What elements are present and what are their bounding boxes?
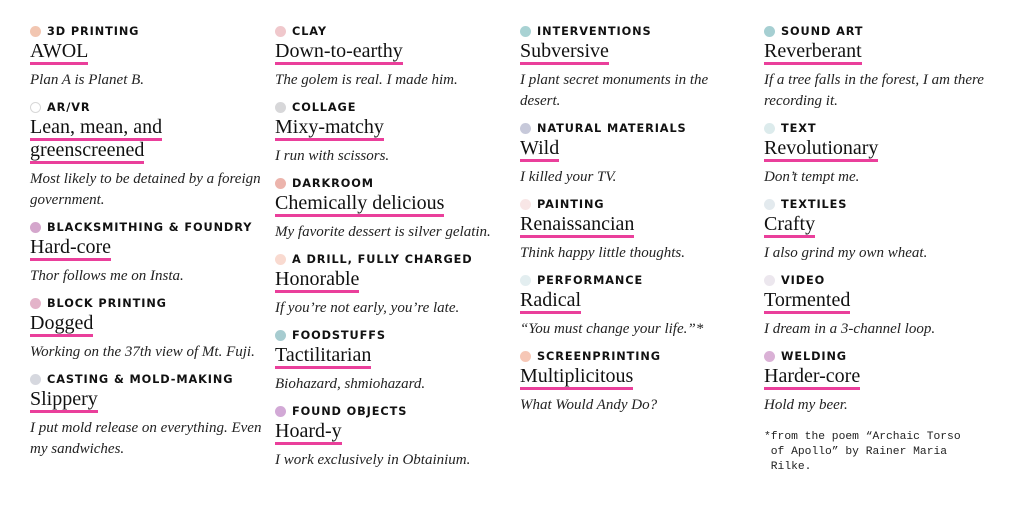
tagline: If a tree falls in the forest, I am there recording it. bbox=[764, 72, 984, 109]
superlative-word bbox=[275, 116, 507, 139]
category-heading bbox=[764, 273, 996, 287]
color-dot-icon bbox=[764, 199, 775, 210]
category-heading bbox=[30, 296, 262, 310]
tagline: Thor follows me on Insta. bbox=[30, 268, 184, 284]
tagline: I also grind my own wheat. bbox=[764, 245, 928, 261]
category-heading bbox=[520, 121, 752, 135]
category-label: WELDING bbox=[781, 349, 847, 363]
category-label: FOODSTUFFS bbox=[292, 328, 386, 342]
column-1 bbox=[30, 24, 262, 469]
category-heading bbox=[764, 24, 996, 38]
superlative-word bbox=[275, 420, 507, 443]
superlative-word bbox=[30, 388, 262, 411]
category-label: SCREENPRINTING bbox=[537, 349, 661, 363]
category-heading bbox=[520, 273, 752, 287]
tagline: I killed your TV. bbox=[520, 169, 617, 185]
superlative-word bbox=[764, 137, 996, 160]
superlative-word-text: Reverberant bbox=[764, 40, 862, 65]
color-dot-icon bbox=[30, 26, 41, 37]
superlative-word bbox=[520, 289, 752, 312]
color-dot-icon bbox=[275, 26, 286, 37]
superlative-entry bbox=[30, 100, 262, 211]
category-label: PAINTING bbox=[537, 197, 605, 211]
tagline: I put mold release on everything. Even my sandwiches. bbox=[30, 420, 262, 457]
superlative-word-text: Harder-core bbox=[764, 365, 860, 390]
category-heading bbox=[520, 24, 752, 38]
color-dot-icon bbox=[764, 275, 775, 286]
category-label: TEXTILES bbox=[781, 197, 848, 211]
superlative-word bbox=[764, 289, 996, 312]
superlative-entry bbox=[520, 273, 752, 340]
color-dot-icon bbox=[520, 275, 531, 286]
category-heading bbox=[275, 404, 507, 418]
superlative-word-text: Multiplicitous bbox=[520, 365, 633, 390]
category-label: CLAY bbox=[292, 24, 327, 38]
superlative-word bbox=[275, 192, 507, 215]
tagline: Don’t tempt me. bbox=[764, 169, 860, 185]
superlative-word-text: Radical bbox=[520, 289, 581, 314]
color-dot-icon bbox=[764, 123, 775, 134]
superlative-word bbox=[275, 344, 507, 367]
category-heading bbox=[520, 197, 752, 211]
superlative-entry bbox=[764, 349, 996, 416]
category-label: A DRILL, FULLY CHARGED bbox=[292, 252, 473, 266]
color-dot-icon bbox=[520, 26, 531, 37]
superlative-entry bbox=[520, 197, 752, 264]
color-dot-icon bbox=[520, 351, 531, 362]
category-label: NATURAL MATERIALS bbox=[537, 121, 687, 135]
superlative-entry bbox=[275, 404, 507, 471]
superlative-word-text: Revolutionary bbox=[764, 137, 878, 162]
tagline: I dream in a 3-channel loop. bbox=[764, 321, 936, 337]
tagline: I plant secret monuments in the desert. bbox=[520, 72, 709, 109]
color-dot-icon bbox=[275, 254, 286, 265]
tagline: Biohazard, shmiohazard. bbox=[275, 376, 426, 392]
category-heading bbox=[275, 328, 507, 342]
superlative-entry bbox=[30, 24, 262, 91]
category-heading bbox=[764, 121, 996, 135]
category-heading bbox=[520, 349, 752, 363]
color-dot-icon bbox=[275, 102, 286, 113]
category-label: DARKROOM bbox=[292, 176, 374, 190]
category-label: SOUND ART bbox=[781, 24, 864, 38]
category-heading bbox=[30, 100, 262, 114]
superlative-word bbox=[275, 40, 507, 63]
tagline: Most likely to be detained by a foreign government. bbox=[30, 171, 261, 208]
category-heading bbox=[275, 24, 507, 38]
tagline: I run with scissors. bbox=[275, 148, 390, 164]
tagline: Plan A is Planet B. bbox=[30, 72, 145, 88]
superlative-entry bbox=[30, 372, 262, 460]
superlative-word-text: Hard-core bbox=[30, 236, 111, 261]
category-heading bbox=[764, 197, 996, 211]
color-dot-icon bbox=[275, 330, 286, 341]
superlative-word-text: Tactilitarian bbox=[275, 344, 371, 369]
tagline: My favorite dessert is silver gelatin. bbox=[275, 224, 491, 240]
category-label: INTERVENTIONS bbox=[537, 24, 652, 38]
superlative-word bbox=[275, 268, 507, 291]
color-dot-icon bbox=[30, 222, 41, 233]
superlative-entry bbox=[520, 121, 752, 188]
superlative-entry bbox=[275, 252, 507, 319]
category-label: BLACKSMITHING & FOUNDRY bbox=[47, 220, 253, 234]
superlative-word bbox=[520, 40, 752, 63]
superlative-entry bbox=[520, 349, 752, 416]
superlative-word-text: Chemically delicious bbox=[275, 192, 444, 217]
color-dot-icon bbox=[30, 102, 41, 113]
color-dot-icon bbox=[30, 374, 41, 385]
category-label: VIDEO bbox=[781, 273, 826, 287]
superlative-word bbox=[520, 365, 752, 388]
superlative-word-text: Mixy-matchy bbox=[275, 116, 384, 141]
tagline: The golem is real. I made him. bbox=[275, 72, 458, 88]
superlative-entry bbox=[764, 24, 996, 112]
superlative-entry bbox=[764, 273, 996, 340]
superlatives-grid bbox=[30, 24, 1020, 524]
superlative-word bbox=[30, 40, 262, 63]
category-heading bbox=[275, 252, 507, 266]
superlative-entry bbox=[275, 176, 507, 243]
superlative-entry bbox=[520, 24, 752, 112]
superlative-word-text: Hoard-y bbox=[275, 420, 342, 445]
category-label: CASTING & MOLD-MAKING bbox=[47, 372, 234, 386]
tagline: Working on the 37th view of Mt. Fuji. bbox=[30, 344, 255, 360]
superlative-word-text: Lean, mean, and greenscreened bbox=[30, 116, 162, 164]
tagline: If you’re not early, you’re late. bbox=[275, 300, 460, 316]
category-heading bbox=[275, 176, 507, 190]
tagline: Think happy little thoughts. bbox=[520, 245, 685, 261]
category-label: COLLAGE bbox=[292, 100, 357, 114]
superlative-word bbox=[30, 236, 262, 259]
superlative-entry bbox=[275, 24, 507, 91]
superlative-word bbox=[520, 137, 752, 160]
superlative-entry bbox=[275, 100, 507, 167]
category-heading bbox=[30, 372, 262, 386]
superlative-word-text: Wild bbox=[520, 137, 559, 162]
category-heading bbox=[30, 220, 262, 234]
column-4 bbox=[764, 24, 996, 475]
footnote: *from the poem “Archaic Torso of Apollo” by Rainer Maria Rilke. bbox=[764, 431, 961, 473]
category-label: TEXT bbox=[781, 121, 817, 135]
superlative-word-text: Renaissancian bbox=[520, 213, 634, 238]
color-dot-icon bbox=[520, 123, 531, 134]
superlative-word-text: Subversive bbox=[520, 40, 609, 65]
tagline: “You must change your life.”* bbox=[520, 321, 704, 337]
tagline: I work exclusively in Obtainium. bbox=[275, 452, 471, 468]
superlative-entry bbox=[764, 197, 996, 264]
color-dot-icon bbox=[764, 26, 775, 37]
superlative-entry bbox=[30, 220, 262, 287]
category-heading bbox=[275, 100, 507, 114]
superlative-word-text: Slippery bbox=[30, 388, 98, 413]
superlative-word-text: Tormented bbox=[764, 289, 850, 314]
superlative-word-text: Dogged bbox=[30, 312, 93, 337]
color-dot-icon bbox=[275, 178, 286, 189]
superlative-word-text: Honorable bbox=[275, 268, 359, 293]
tagline: What Would Andy Do? bbox=[520, 397, 658, 413]
superlative-entry bbox=[275, 328, 507, 395]
superlative-word bbox=[30, 116, 262, 162]
superlative-word bbox=[764, 365, 996, 388]
color-dot-icon bbox=[275, 406, 286, 417]
category-label: 3D PRINTING bbox=[47, 24, 140, 38]
category-label: BLOCK PRINTING bbox=[47, 296, 167, 310]
color-dot-icon bbox=[520, 199, 531, 210]
category-heading bbox=[764, 349, 996, 363]
superlative-word bbox=[764, 40, 996, 63]
superlative-entry bbox=[30, 296, 262, 363]
superlative-word bbox=[30, 312, 262, 335]
superlative-word bbox=[520, 213, 752, 236]
tagline: Hold my beer. bbox=[764, 397, 848, 413]
color-dot-icon bbox=[764, 351, 775, 362]
category-heading bbox=[30, 24, 262, 38]
superlative-word-text: Down-to-earthy bbox=[275, 40, 403, 65]
category-label: PERFORMANCE bbox=[537, 273, 644, 287]
column-2 bbox=[275, 24, 507, 480]
superlative-word bbox=[764, 213, 996, 236]
superlative-entry bbox=[764, 121, 996, 188]
column-3 bbox=[520, 24, 752, 425]
superlative-word-text: AWOL bbox=[30, 40, 88, 65]
superlative-word-text: Crafty bbox=[764, 213, 815, 238]
category-label: AR/VR bbox=[47, 100, 91, 114]
color-dot-icon bbox=[30, 298, 41, 309]
category-label: FOUND OBJECTS bbox=[292, 404, 408, 418]
